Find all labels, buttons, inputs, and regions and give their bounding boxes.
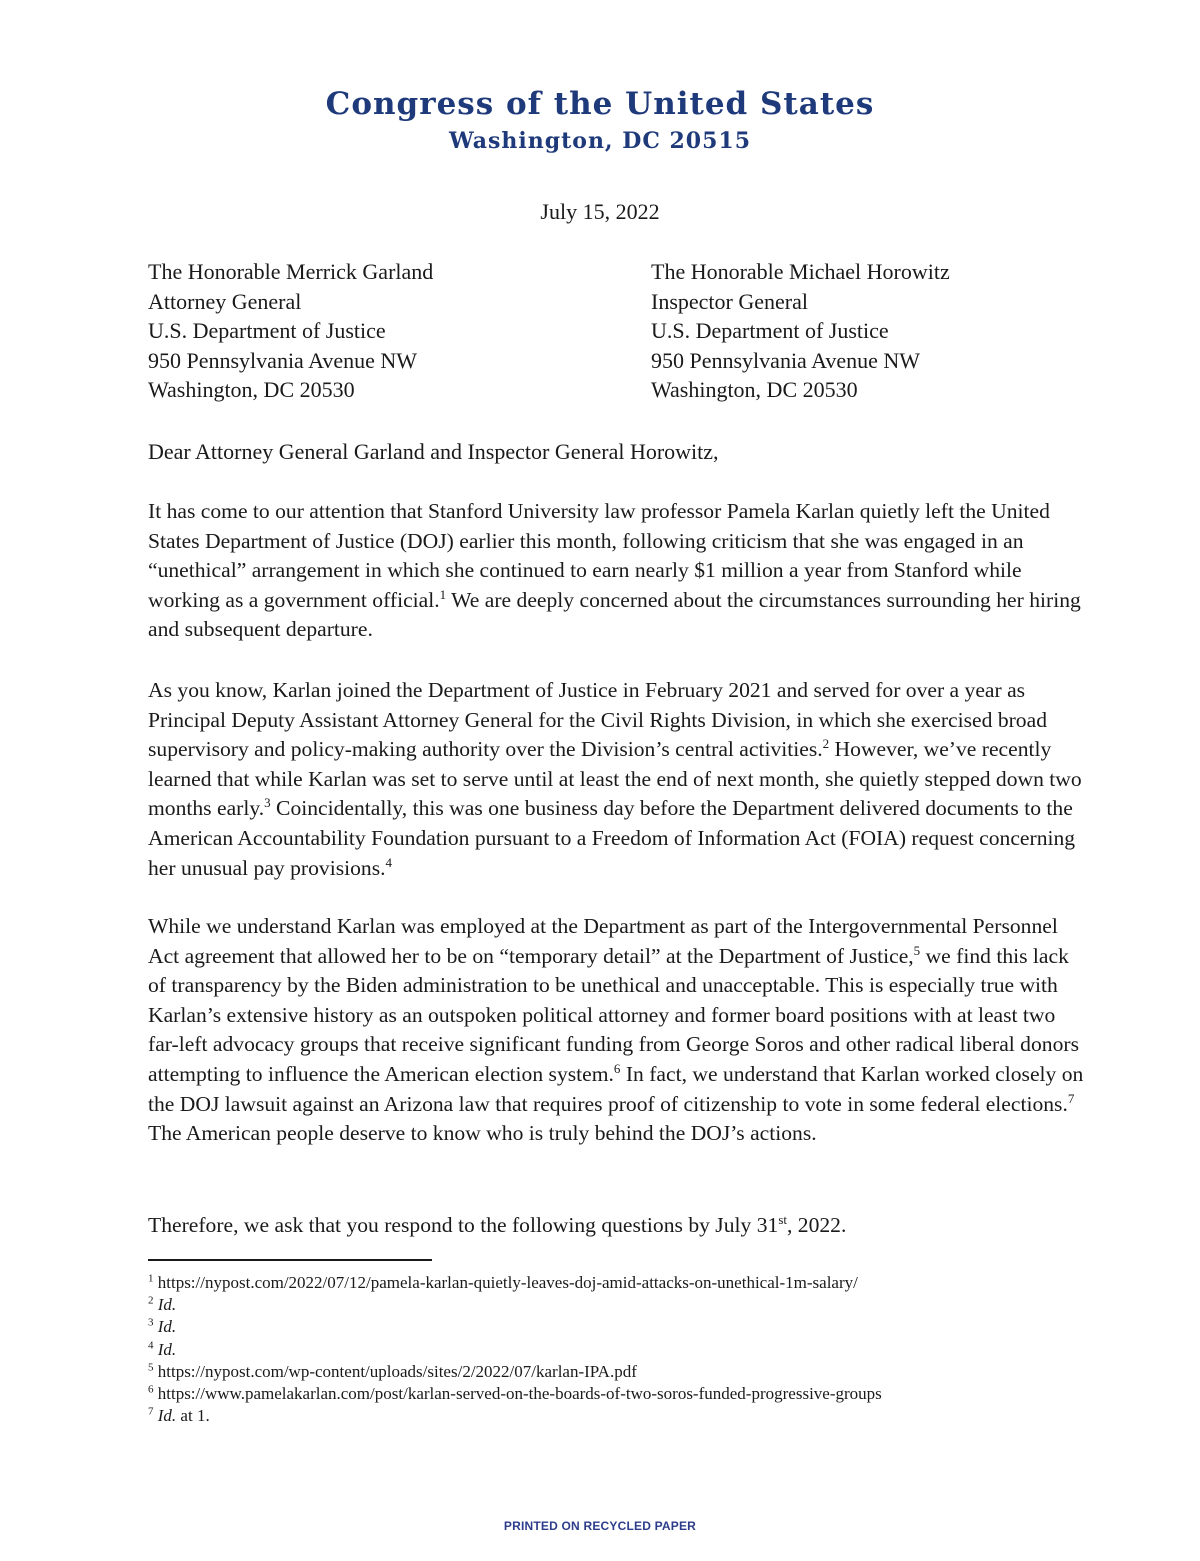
footnote-7 [148, 1405, 1108, 1427]
paragraph-text: We are deeply concerned about the circumstances surrounding her hiring and subsequent departure. [148, 587, 1081, 642]
footnotes [148, 1272, 1108, 1427]
letter-date: July 15, 2022 [540, 199, 660, 224]
footnote-ref: 1 [439, 586, 447, 602]
footnote-citation: Id. [157, 1295, 177, 1315]
recipient-name: The Honorable Michael Horowitz [651, 259, 950, 284]
footnote-number: 6 [148, 1383, 154, 1396]
footnote-5 [148, 1361, 1108, 1383]
letterhead [0, 84, 1200, 156]
footnote-divider [148, 1259, 432, 1261]
salutation: Dear Attorney General Garland and Inspector General Horowitz, [148, 439, 719, 464]
footnote-citation: Id. [157, 1339, 177, 1359]
footnote-ref: 3 [264, 795, 271, 811]
footnote-pinpoint: at 1. [176, 1406, 210, 1426]
footnote-citation: Id. [157, 1317, 177, 1337]
footnote-link[interactable]: https://nypost.com/2022/07/12/pamela-karlan-quietly-leaves-doj-amid-attacks-on-unethical-1m-salary/ [157, 1273, 858, 1292]
paragraph-text: Therefore, we ask that you respond to the following questions by July 31 [148, 1213, 779, 1237]
footnote-number: 2 [148, 1294, 154, 1307]
footnote-1 [148, 1272, 1108, 1294]
recipient-address-horowitz [651, 257, 950, 405]
footnote-number: 7 [148, 1405, 154, 1418]
ordinal-suffix: st [778, 1211, 787, 1227]
recipient-name: The Honorable Merrick Garland [148, 259, 434, 284]
recipient-street: 950 Pennsylvania Avenue NW [651, 347, 921, 373]
paragraph-text: , 2022. [786, 1213, 847, 1237]
paragraph-text: In fact, we understand that Karlan worked closely on the DOJ lawsuit against an Arizona law that requires proof of citizenship to vote in some federal elections. [148, 1061, 1084, 1116]
recipient-street: 950 Pennsylvania Avenue NW [148, 347, 418, 373]
footnote-ref: 2 [822, 736, 830, 751]
footnote-ref: 5 [913, 942, 921, 958]
paragraph-text: While we understand Karlan was employed at the Department as part of the Intergovernmental Personnel Act agreement that allowed her to be on “temporary detail” at the Department of Justice, [148, 914, 1058, 968]
footnote-number: 3 [148, 1316, 154, 1329]
footnote-6 [148, 1383, 1108, 1405]
footnote-ref: 4 [385, 854, 392, 870]
footnote-citation: Id. [157, 1406, 177, 1426]
paragraph-text: Coincidentally, this was one business day before the Department delivered documents to the American Accountability Foundation pursuant to a Freedom of Information Act (FOIA) request concerning her unusual pay provisions. [148, 796, 1076, 880]
recycled-paper-notice: PRINTED ON RECYCLED PAPER [503, 1519, 697, 1533]
paragraph-text: However, we’ve recently learned that while Karlan was set to serve until at least the end of next month, she quietly stepped down two months early. [148, 737, 1082, 821]
footnote-number: 5 [148, 1361, 154, 1374]
paragraph-text: As you know, Karlan joined the Department of Justice in February 2021 and served for over a year as Principal Deputy Assistant Attorney General for the Civil Rights Division, in which she exercised broad supervisory and policy-making authority over the Division’s central activities. [148, 678, 1047, 762]
footnote-link[interactable]: https://nypost.com/wp-content/uploads/sites/2/2022/07/karlan-IPA.pdf [157, 1361, 637, 1381]
recipient-city: Washington, DC 20530 [651, 377, 858, 402]
body-paragraph-4 [148, 1211, 1088, 1241]
footnote-2 [148, 1294, 1108, 1316]
footnote-ref: 6 [613, 1060, 621, 1076]
paragraph-text: The American people deserve to know who is truly behind the DOJ’s actions. [148, 1121, 817, 1146]
recipient-title: Inspector General [651, 288, 808, 314]
recipient-city: Washington, DC 20530 [148, 377, 355, 402]
letterhead-subtitle: Washington, DC 20515 [448, 128, 752, 154]
body-paragraph-2 [148, 676, 1088, 883]
recipient-title: Attorney General [148, 288, 302, 314]
footnote-link[interactable]: https://www.pamelakarlan.com/post/karlan-served-on-the-boards-of-two-soros-funded-progressive-groups [157, 1384, 882, 1404]
body-paragraph-1 [148, 497, 1088, 645]
recipient-org: U.S. Department of Justice [651, 318, 889, 343]
footnote-number: 4 [148, 1338, 154, 1351]
footnote-ref: 7 [1067, 1090, 1075, 1106]
footnote-4 [148, 1339, 1108, 1361]
paragraph-text: It has come to our attention that Stanford University law professor Pamela Karlan quietly left the United States Department of Justice (DOJ) earlier this month, following criticism that she was engaged in an “unethical” arrangement in which she continued to earn nearly $1 million a year from Stanford while working as a government official. [148, 499, 1050, 612]
body-paragraph-3 [148, 912, 1088, 1149]
recipient-address-garland [148, 257, 433, 405]
letterhead-title: Congress of the United States [325, 86, 875, 122]
paragraph-text: we find this lack of transparency by the Biden administration to be unethical and unacceptable. This is especially true with Karlan’s extensive history as an outspoken political attorney and former board positions with at least two far-left advocacy groups that receive significant funding from George Soros and other radical liberal donors attempting to influence the American election system. [148, 943, 1079, 1086]
recipient-org: U.S. Department of Justice [148, 318, 386, 343]
footnote-number: 1 [148, 1272, 154, 1285]
footnote-3 [148, 1316, 1108, 1338]
